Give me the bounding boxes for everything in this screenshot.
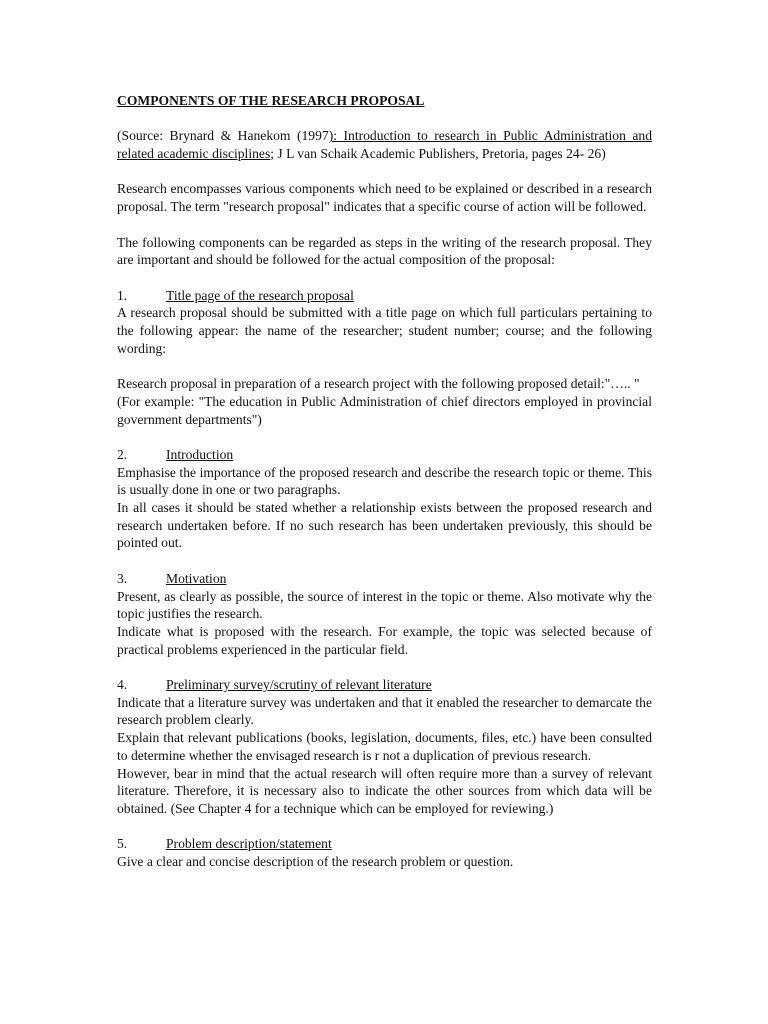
section-problem-statement <box>117 835 652 870</box>
section-paragraph: Indicate that a literature survey was undertaken and that it enabled the researcher to demarcate the research problem clearly. <box>117 694 652 728</box>
section-paragraph: In all cases it should be stated whether a relationship exists between the proposed research and research undertaken before. If no such research has been undertaken previously, this should be pointed out. <box>117 500 652 551</box>
intro-paragraph: The following components can be regarded as steps in the writing of the research proposal. They are important and should be followed for the actual composition of the proposal: <box>117 234 652 268</box>
section-heading-text: Preliminary survey/scrutiny of relevant literature <box>166 677 432 693</box>
source-publisher: ; J L van Schaik Academic Publishers, Pretoria, pages 24- 26) <box>270 146 606 162</box>
section-title-page <box>117 287 652 429</box>
section-heading <box>117 835 652 853</box>
section-number: 1. <box>117 287 128 303</box>
section-paragraph: Indicate what is proposed with the research. For example, the topic was selected because of practical problems experienced in the particular field. <box>117 623 652 657</box>
section-number: 2. <box>117 446 128 462</box>
section-number: 4. <box>117 677 128 693</box>
source-prefix: (Source: Brynard & Hanekom (1997 <box>117 128 329 144</box>
source-citation <box>117 127 652 162</box>
section-number: 5. <box>117 836 128 852</box>
section-paragraph: Give a clear and concise description of the research problem or question. <box>117 854 514 870</box>
section-paragraph: Present, as clearly as possible, the source of interest in the topic or theme. Also motivate why the topic justifies the research. <box>117 588 652 622</box>
section-heading <box>117 287 652 305</box>
section-paragraph: Research proposal in preparation of a research project with the following proposed detail:"….. " <box>117 376 640 392</box>
section-heading <box>117 446 652 464</box>
section-heading-text: Motivation <box>166 570 227 586</box>
section-paragraph: Explain that relevant publications (books, legislation, documents, files, etc.) have been consulted to determine whether the envisaged research is r not a duplication of previous research. <box>117 730 652 763</box>
document-page <box>117 92 652 871</box>
section-number: 3. <box>117 570 128 586</box>
section-heading-text: Title page of the research proposal <box>166 287 354 303</box>
section-introduction <box>117 446 652 552</box>
section-paragraph: (For example: "The education in Public Administration of chief directors employed in provincial government departments") <box>117 393 652 427</box>
document-title: COMPONENTS OF THE RESEARCH PROPOSAL <box>117 93 425 108</box>
section-paragraph: Emphasise the importance of the proposed research and describe the research topic or theme. This is usually done in one or two paragraphs. <box>117 464 652 498</box>
section-literature-survey <box>117 676 652 818</box>
section-heading-text: Problem description/statement <box>166 836 332 852</box>
section-motivation <box>117 570 652 659</box>
source-work-title: ): Introduction to research in Public Administration and related academic disciplines <box>117 128 652 162</box>
section-paragraph: A research proposal should be submitted with a title page on which full particulars pertaining to the following appear: the name of the researcher; student number; course; and the following wording: <box>117 305 652 356</box>
section-heading <box>117 676 652 694</box>
section-heading <box>117 570 652 588</box>
section-heading-text: Introduction <box>166 446 234 462</box>
section-paragraph: However, bear in mind that the actual research will often require more than a survey of relevant literature. Therefore, it is necessary also to indicate the other sources from which data will be obtained. (See Chapter 4 for a technique which can be employed for reviewing.) <box>117 765 652 816</box>
intro-paragraph: Research encompasses various components which need to be explained or described in a research proposal. The term "research proposal" indicates that a specific course of action will be followed. <box>117 181 652 215</box>
